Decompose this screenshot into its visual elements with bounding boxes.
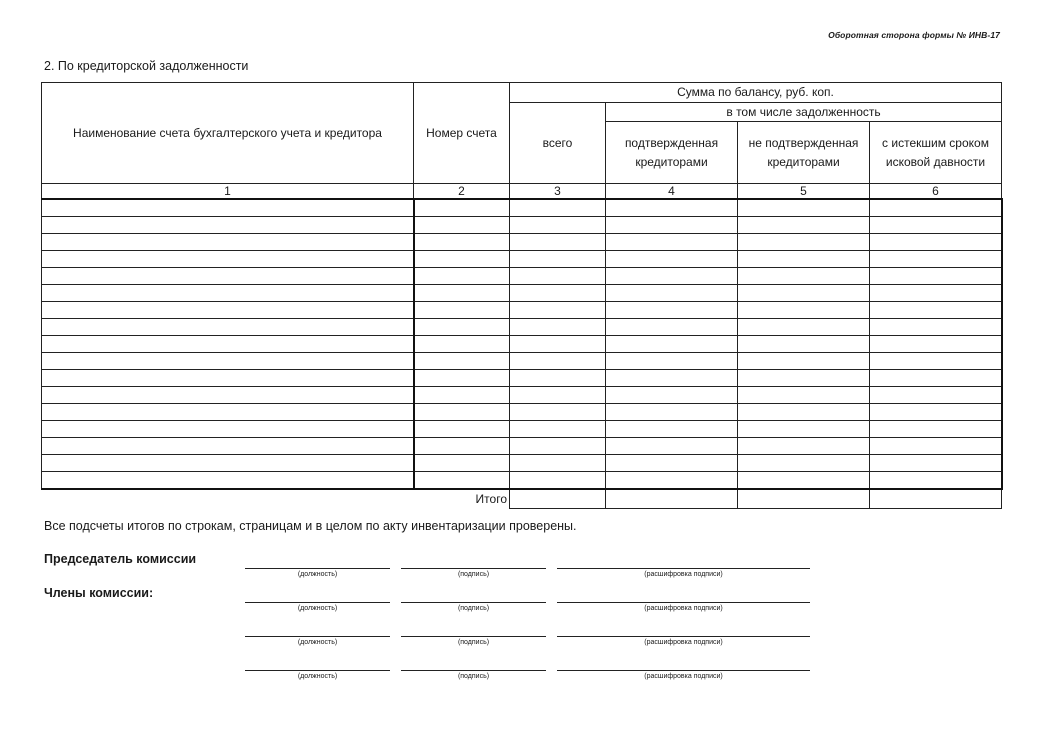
table-cell[interactable]: [510, 285, 606, 302]
table-row: [42, 268, 1002, 285]
table-cell[interactable]: [510, 251, 606, 268]
table-cell[interactable]: [414, 302, 510, 319]
header-balance-sum: Сумма по балансу, руб. коп.: [510, 83, 1002, 103]
table-cell[interactable]: [870, 455, 1002, 472]
table-cell[interactable]: [510, 438, 606, 455]
table-cell[interactable]: [606, 455, 738, 472]
total-row: [42, 489, 1002, 509]
table-cell[interactable]: [42, 285, 414, 302]
col-number-2: 2: [414, 184, 510, 200]
table-row: [42, 336, 1002, 353]
table-row: [42, 387, 1002, 404]
table-row: [42, 438, 1002, 455]
table-cell[interactable]: [414, 336, 510, 353]
decode-caption: (расшифровка подписи): [644, 673, 723, 680]
table-cell[interactable]: [42, 251, 414, 268]
table-cell[interactable]: [738, 234, 870, 251]
table-cell[interactable]: [738, 268, 870, 285]
table-cell[interactable]: [42, 336, 414, 353]
table-cell[interactable]: [738, 353, 870, 370]
position-caption: (должность): [297, 673, 338, 680]
table-cell[interactable]: [606, 387, 738, 404]
table-cell[interactable]: [606, 319, 738, 336]
table-cell[interactable]: [42, 438, 414, 455]
position-caption: (должность): [297, 571, 338, 578]
table-row: [42, 285, 1002, 302]
table-cell[interactable]: [870, 199, 1002, 217]
table-cell[interactable]: [606, 217, 738, 234]
table-cell[interactable]: [738, 319, 870, 336]
table-cell[interactable]: [414, 285, 510, 302]
members-label: Члены комиссии:: [44, 586, 154, 600]
table-cell[interactable]: [606, 234, 738, 251]
table-cell[interactable]: [42, 199, 414, 217]
table-cell[interactable]: [42, 472, 414, 490]
table-cell[interactable]: [870, 472, 1002, 490]
decode-caption: (расшифровка подписи): [644, 571, 723, 578]
table-cell[interactable]: [414, 199, 510, 217]
table-cell[interactable]: [42, 268, 414, 285]
table-cell[interactable]: [606, 268, 738, 285]
table-cell[interactable]: [414, 438, 510, 455]
table-cell[interactable]: [414, 234, 510, 251]
decode-caption: (расшифровка подписи): [644, 639, 723, 646]
table-cell[interactable]: [870, 336, 1002, 353]
table-cell[interactable]: [606, 404, 738, 421]
table-cell[interactable]: [42, 217, 414, 234]
table-cell[interactable]: [510, 268, 606, 285]
table-cell[interactable]: [606, 438, 738, 455]
table-row: [42, 421, 1002, 438]
chairman-label: Председатель комиссии: [44, 552, 197, 566]
table-cell[interactable]: [510, 370, 606, 387]
table-row: [42, 251, 1002, 268]
signature-caption: (подпись): [457, 605, 490, 612]
table-cell[interactable]: [510, 217, 606, 234]
signature-caption: (подпись): [457, 673, 490, 680]
table-cell[interactable]: [414, 217, 510, 234]
table-cell[interactable]: [42, 421, 414, 438]
total-cell[interactable]: [510, 489, 606, 509]
table-cell[interactable]: [738, 251, 870, 268]
table-cell[interactable]: [510, 336, 606, 353]
table-cell[interactable]: [738, 472, 870, 490]
table-cell[interactable]: [414, 404, 510, 421]
table-row: [42, 217, 1002, 234]
total-cell[interactable]: [606, 489, 738, 509]
table-cell[interactable]: [42, 404, 414, 421]
total-label: Итого: [475, 492, 507, 507]
table-cell[interactable]: [606, 472, 738, 490]
table-cell[interactable]: [510, 353, 606, 370]
table-cell[interactable]: [510, 404, 606, 421]
table-cell[interactable]: [510, 387, 606, 404]
header-expired: с истекшим сроком исковой давности: [870, 122, 1002, 184]
table-row: [42, 404, 1002, 421]
header-account-number: Номер счета: [414, 83, 510, 184]
table-cell[interactable]: [606, 353, 738, 370]
total-cell[interactable]: [738, 489, 870, 509]
creditor-table: [41, 82, 1003, 509]
table-cell[interactable]: [738, 336, 870, 353]
position-caption: (должность): [297, 605, 338, 612]
table-cell[interactable]: [510, 302, 606, 319]
table-cell[interactable]: [738, 387, 870, 404]
decode-caption: (расшифровка подписи): [644, 605, 723, 612]
table-cell[interactable]: [606, 421, 738, 438]
table-cell[interactable]: [414, 319, 510, 336]
table-cell[interactable]: [738, 421, 870, 438]
column-numbers-row: [42, 184, 1002, 200]
col-number-5: 5: [738, 184, 870, 200]
table-row: [42, 302, 1002, 319]
table-cell[interactable]: [510, 199, 606, 217]
verification-note: Все подсчеты итогов по строкам, страницам и в целом по акту инвентаризации проверены.: [44, 519, 577, 533]
table-cell[interactable]: [42, 234, 414, 251]
table-cell[interactable]: [414, 251, 510, 268]
table-cell[interactable]: [414, 353, 510, 370]
total-cell[interactable]: [870, 489, 1002, 509]
table-cell[interactable]: [738, 404, 870, 421]
table-cell[interactable]: [870, 268, 1002, 285]
table-cell[interactable]: [870, 302, 1002, 319]
table-cell[interactable]: [870, 387, 1002, 404]
table-cell[interactable]: [870, 353, 1002, 370]
table-cell[interactable]: [870, 234, 1002, 251]
table-row: [42, 370, 1002, 387]
col-number-6: 6: [870, 184, 1002, 200]
table-cell[interactable]: [606, 285, 738, 302]
table-cell[interactable]: [870, 319, 1002, 336]
table-cell[interactable]: [738, 455, 870, 472]
signature-caption: (подпись): [457, 571, 490, 578]
table-cell[interactable]: [414, 387, 510, 404]
table-cell[interactable]: [510, 319, 606, 336]
table-cell[interactable]: [42, 353, 414, 370]
table-cell[interactable]: [738, 370, 870, 387]
table-cell[interactable]: [738, 438, 870, 455]
table-cell[interactable]: [510, 421, 606, 438]
table-cell[interactable]: [606, 302, 738, 319]
table-cell[interactable]: [42, 302, 414, 319]
table-row: [42, 353, 1002, 370]
table-cell[interactable]: [738, 302, 870, 319]
table-cell[interactable]: [606, 199, 738, 217]
table-cell[interactable]: [870, 251, 1002, 268]
header-confirmed: подтвержденная кредиторами: [606, 122, 738, 184]
table-row: [42, 319, 1002, 336]
table-cell[interactable]: [414, 472, 510, 490]
table-cell[interactable]: [42, 455, 414, 472]
table-cell[interactable]: [738, 217, 870, 234]
table-cell[interactable]: [870, 217, 1002, 234]
header-account-name: Наименование счета бухгалтерского учета и кредитора: [42, 83, 414, 184]
table-cell[interactable]: [42, 319, 414, 336]
col-number-4: 4: [606, 184, 738, 200]
table-cell[interactable]: [738, 285, 870, 302]
table-cell[interactable]: [870, 285, 1002, 302]
header-unconfirmed: не подтвержденная кредиторами: [738, 122, 870, 184]
table-row: [42, 199, 1002, 217]
header-debt-group: в том числе задолженность: [606, 102, 1002, 122]
table-cell[interactable]: [510, 472, 606, 490]
table-cell[interactable]: [606, 336, 738, 353]
col-number-3: 3: [510, 184, 606, 200]
table-cell[interactable]: [414, 370, 510, 387]
position-caption: (должность): [297, 639, 338, 646]
table-row: [42, 472, 1002, 490]
form-reference: Оборотная сторона формы № ИНВ-17: [828, 30, 1000, 40]
signature-caption: (подпись): [457, 639, 490, 646]
table-cell[interactable]: [42, 387, 414, 404]
table-cell[interactable]: [414, 268, 510, 285]
table-cell[interactable]: [870, 370, 1002, 387]
table-cell[interactable]: [510, 455, 606, 472]
table-cell[interactable]: [738, 199, 870, 217]
col-number-1: 1: [42, 184, 414, 200]
table-cell[interactable]: [414, 455, 510, 472]
table-cell[interactable]: [870, 438, 1002, 455]
table-cell[interactable]: [42, 370, 414, 387]
table-cell[interactable]: [510, 234, 606, 251]
header-total: всего: [510, 102, 606, 184]
table-row: [42, 234, 1002, 251]
table-cell[interactable]: [414, 421, 510, 438]
section-title: 2. По кредиторской задолженности: [44, 59, 249, 73]
table-cell[interactable]: [870, 404, 1002, 421]
table-cell[interactable]: [606, 251, 738, 268]
table-cell[interactable]: [870, 421, 1002, 438]
table-row: [42, 455, 1002, 472]
table-cell[interactable]: [606, 370, 738, 387]
